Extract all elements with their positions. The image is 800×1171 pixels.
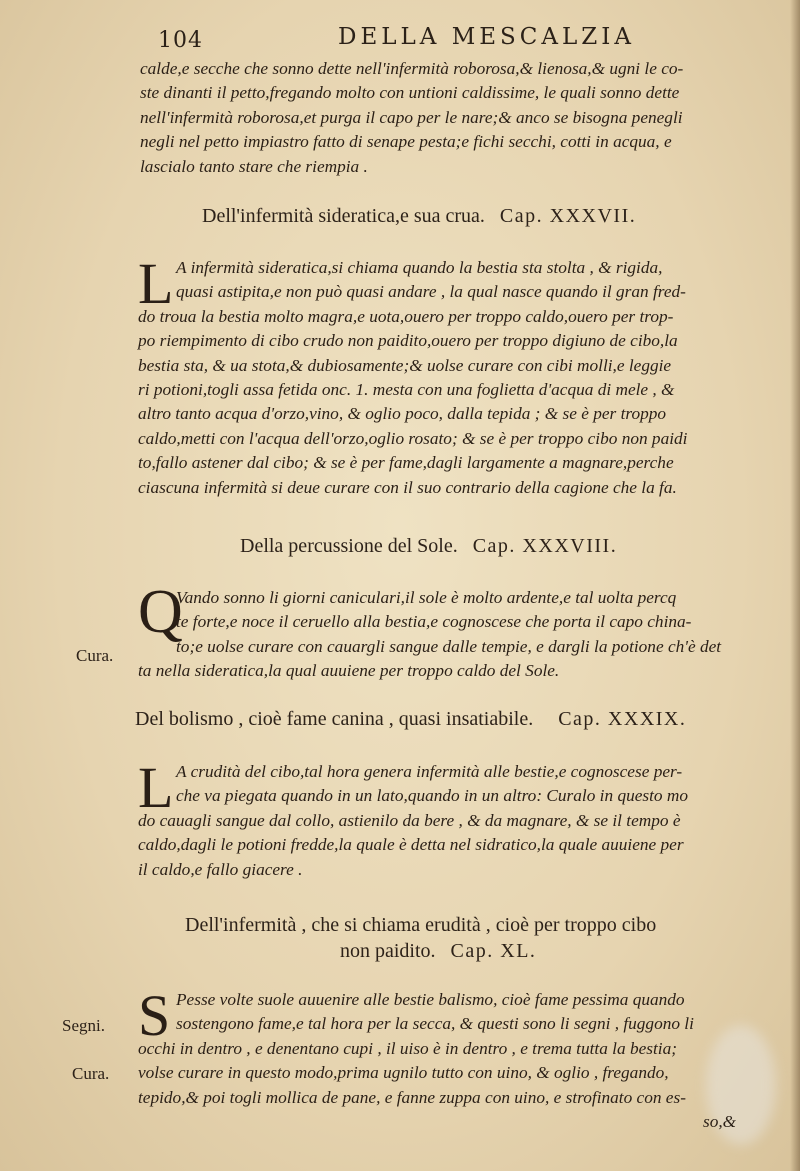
text-line: A infermità sideratica,si chiama quando la bestia sta stolta , & rigida,: [176, 258, 663, 277]
text-line: do troua la bestia molto magra,e uota,ouero per troppo caldo,ouero per trop-: [138, 306, 674, 326]
margin-note-segni: Segni.: [62, 1016, 105, 1035]
text-line: sostengono fame,e tal hora per la secca, & questi sono li segni , fuggono li: [176, 1014, 694, 1034]
text-line: A crudità del cibo,tal hora genera infermità alle bestie,e cognoscese per-: [176, 762, 683, 781]
section-paragraph: [138, 578, 780, 684]
margin-note-cura: Cura.: [76, 646, 114, 665]
text-line: ste dinanti il petto,fregando molto con untioni caldissime, le quali sonno dette: [140, 83, 680, 103]
text-line: Vando sonno li giorni caniculari,il sole è molto ardente,e tal uolta percq: [176, 588, 677, 607]
text-line: ta nella sideratica,la qual auuiene per troppo caldo del Sole.: [138, 661, 560, 681]
section-paragraph: [138, 251, 780, 500]
page-header: [158, 20, 758, 54]
text-line: ciascuna infermità si deue curare con il suo contrario della cagione che la fa.: [138, 477, 677, 497]
text-line: do cauagli sangue dal collo, astienilo da bere , & da magnare, & se il tempo è: [138, 810, 681, 830]
page-number: 104: [158, 28, 203, 53]
section-paragraph: [138, 983, 780, 1134]
section-title: Dell'infermità sideratica,e sua crua.: [202, 205, 485, 227]
running-head: DELLA MESCALZIA: [338, 24, 635, 50]
section-heading: [240, 535, 617, 558]
text-line: altro tanto acqua d'orzo,vino, & oglio poco, dalla tepida ; & se è per troppo: [138, 404, 667, 424]
text-line: to,fallo astener dal cibo; & se è per fame,dagli largamente a magnare,perche: [138, 453, 674, 473]
section-heading: [185, 912, 656, 964]
section-title: Della percussione del Sole.: [240, 535, 458, 557]
text-line: calde,e secche che sonno dette nell'infermità roborosa,& lienosa,& ugni le co-: [140, 59, 684, 78]
page-edge-shadow: [790, 0, 800, 1171]
text-line: te forte,e noce il ceruello alla bestia,e cognoscese che porta il capo china-: [176, 612, 692, 632]
text-line: caldo,metti con l'acqua dell'orzo,oglio rosato; & se è per troppo cibo non paidi: [138, 428, 688, 448]
drop-cap: L: [138, 755, 174, 820]
text-line: Pesse volte suole auuenire alle bestie balismo, cioè fame pessima quando: [176, 990, 685, 1009]
text-line: il caldo,e fallo giacere .: [138, 859, 303, 879]
section-title: Del bolismo , cioè fame canina , quasi insatiabile.: [135, 708, 534, 730]
section-title: Dell'infermità , che si chiama erudità , cioè per troppo cibo: [185, 914, 657, 936]
chapter-number: Cap. XXXVII.: [499, 205, 637, 227]
drop-cap: S: [138, 983, 171, 1048]
section-heading: [135, 708, 686, 731]
section-title: non paidito.: [340, 940, 436, 962]
text-line: tepido,& poi togli mollica de pane, e fanne zuppa con uino, e strofinato con es-: [138, 1087, 686, 1107]
catchword: so,&: [703, 1112, 737, 1132]
chapter-number: Cap. XXXVIII.: [472, 535, 618, 557]
text-line: ri potioni,togli assa fetida onc. 1. mesta con una foglietta d'acqua di mele , &: [138, 380, 675, 400]
chapter-number: Cap. XL.: [450, 940, 537, 962]
chapter-number: Cap. XXXIX.: [558, 708, 687, 730]
text-line: occhi in dentro , e denentano cupi , il uiso è in dentro , e trema tutta la bestia;: [138, 1038, 677, 1058]
text-line: to;e uolse curare con cauargli sangue dalle tempie, e dargli la potione ch'è det: [176, 636, 722, 656]
text-line: nell'infermità roborosa,et purga il capo per le nare;& anco se bisogna penegli: [140, 107, 683, 127]
section-paragraph: [138, 755, 780, 882]
text-line: quasi astipita,e non può quasi andare , la qual nasce quando il gran fred-: [176, 282, 686, 302]
intro-paragraph: [140, 57, 772, 179]
margin-note-cura: Cura.: [72, 1064, 110, 1083]
section-heading: [202, 205, 636, 228]
text-line: caldo,dagli le potioni fredde,la quale è detta nel sidratico,la quale auuiene per: [138, 835, 684, 855]
text-line: lascialo tanto stare che riempia .: [140, 156, 368, 176]
text-line: negli nel petto impiastro fatto di senape pesta;e fichi secchi, cotti in acqua, e: [140, 132, 672, 152]
drop-cap: L: [138, 251, 174, 316]
text-line: po riempimento di cibo crudo non paidito,ouero per troppo digiuno de cibo,la: [138, 331, 678, 351]
drop-cap: Q: [138, 578, 183, 646]
text-line: bestia sta, & ua stota,& dubiosamente;& uolse curare con cibi molli,e leggie: [138, 355, 672, 375]
text-line: volse curare in questo modo,prima ugnilo tutto con uino, & oglio , fregando,: [138, 1063, 669, 1083]
text-line: che va piegata quando in un lato,quando in un altro: Curalo in questo mo: [176, 786, 689, 806]
